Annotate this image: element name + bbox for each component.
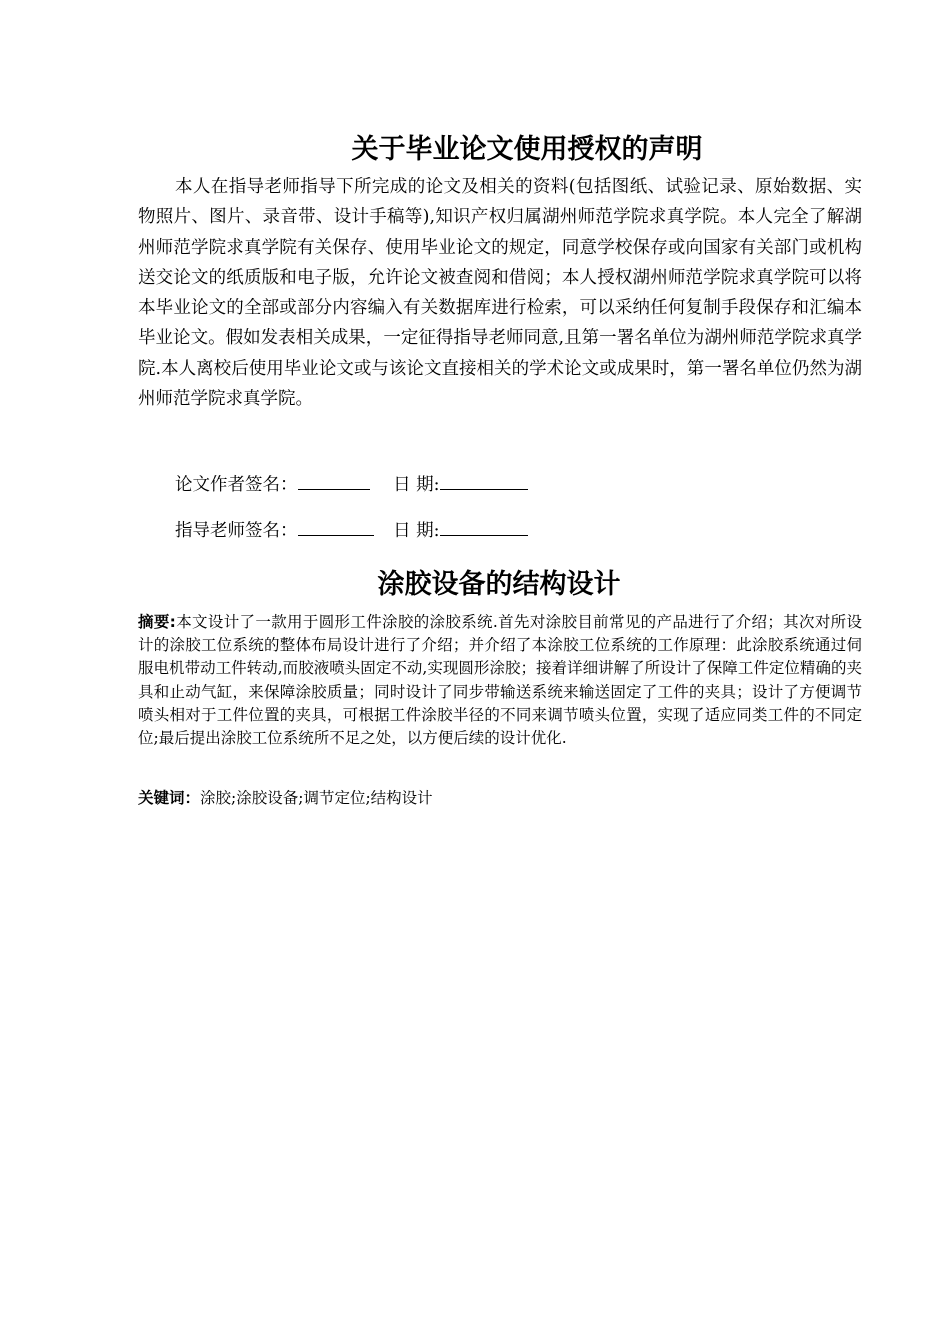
- author-signature-row: [175, 469, 528, 498]
- abstract-label: 摘要:: [138, 613, 176, 631]
- keywords-label: 关键词：: [138, 789, 201, 807]
- advisor-sign-label: 指导老师签名：: [175, 521, 298, 541]
- advisor-sign-blank: [298, 515, 374, 536]
- abstract-text: 本文设计了一款用于圆形工件涂胶的涂胶系统.首先对涂胶目前常见的产品进行了介绍；其次对所设计的涂胶工位系统的整体布局设计进行了介绍；并介绍了本涂胶工位系统的工作原理：此涂胶系统通过伺服电机带动工件转动,而胶液喷头固定不动,实现圆形涂胶；接着详细讲解了所设计了保障工件定位精确的夹具和止动气缸，来保障涂胶质量；同时设计了同步带输送系统来输送固定了工件的夹具；设计了方便调节喷头相对于工件位置的夹具，可根据工件涂胶半径的不同来调节喷头位置，实现了适应同类工件的不同定位;最后提出涂胶工位系统所不足之处，以方便后续的设计优化.: [138, 613, 862, 748]
- declaration-title: 关于毕业论文使用授权的声明: [351, 134, 703, 165]
- author-date-blank: [440, 469, 528, 490]
- abstract-paragraph: [138, 611, 862, 750]
- advisor-signature-row: [175, 515, 528, 544]
- author-sign-blank: [298, 469, 370, 490]
- author-date-label: 日 期:: [393, 475, 440, 495]
- thesis-title: 涂胶设备的结构设计: [377, 569, 621, 600]
- keywords-line: [138, 786, 433, 810]
- keywords-text: 涂胶;涂胶设备;调节定位;结构设计: [200, 789, 433, 807]
- declaration-body: 本人在指导老师指导下所完成的论文及相关的资料(包括图纸、试验记录、原始数据、实物照片、图片、录音带、设计手稿等),知识产权归属湖州师范学院求真学院。本人完全了解湖州师范学院求真学院有关保存、使用毕业论文的规定，同意学校保存或向国家有关部门或机构送交论文的纸质版和电子版，允许论文被查阅和借阅；本人授权湖州师范学院求真学院可以将本毕业论文的全部或部分内容编入有关数据库进行检索，可以采纳任何复制手段保存和汇编本毕业论文。假如发表相关成果，一定征得指导老师同意,且第一署名单位为湖州师范学院求真学院.本人离校后使用毕业论文或与该论文直接相关的学术论文或成果时，第一署名单位仍然为湖州师范学院求真学院。: [138, 177, 862, 410]
- advisor-date-blank: [440, 515, 528, 536]
- advisor-date-label: 日 期:: [393, 521, 440, 541]
- author-sign-label: 论文作者签名：: [175, 475, 298, 495]
